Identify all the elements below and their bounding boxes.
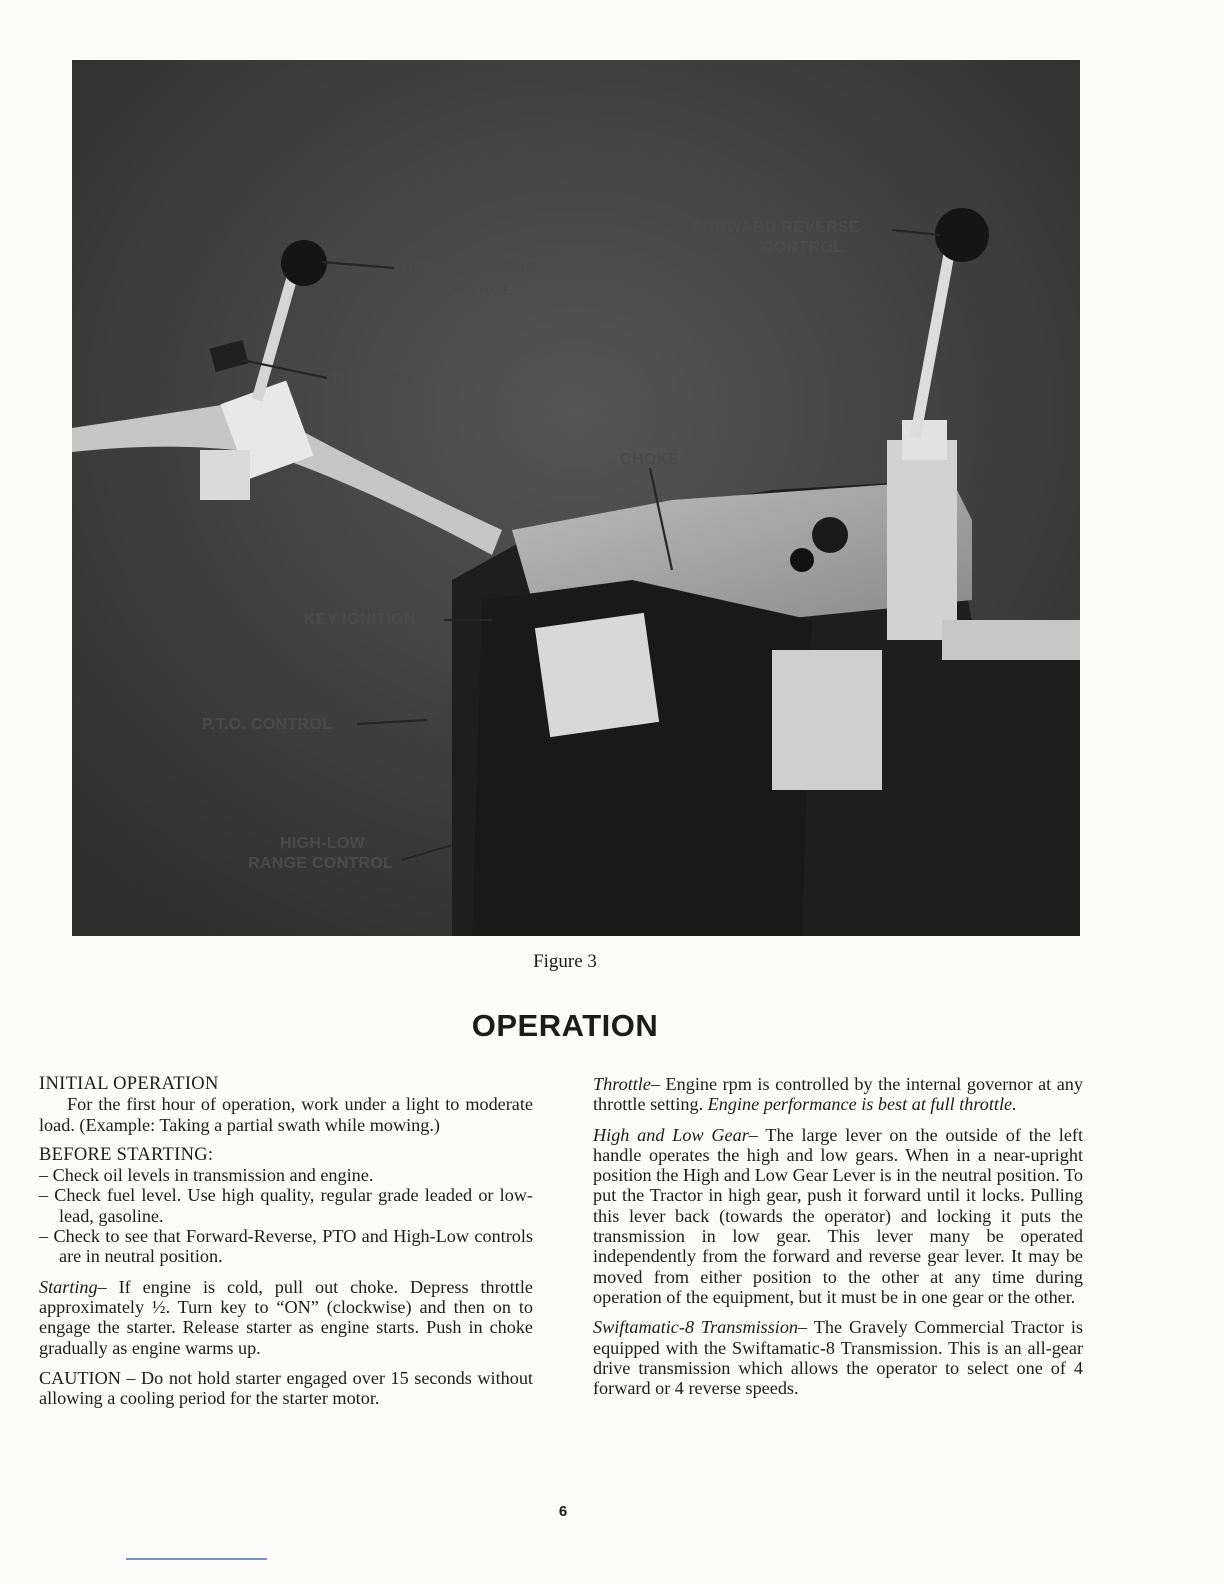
throttle-term: Throttle (593, 1074, 651, 1094)
high-low-gear-control-label: HIGH LOW GEAR (402, 260, 539, 277)
swiftamatic-text: – The Gravely Commercial Tractor is equipped with the Swiftamatic-8 Transmission. This is an all-gear drive transmission which allows the operator to select one of 4 forward or 4 reverse speeds. (593, 1317, 1083, 1399)
bottom-rule (126, 1558, 267, 1560)
throttle-emphasis: Engine performance is best at full throttle. (707, 1094, 1017, 1115)
left-column (39, 1074, 533, 1408)
starting-text: – If engine is cold, pull out choke. Depress throttle approximately ½. Turn key to “ON” (clockwise) and then on to engage the starter. Release starter as engine starts. Push in choke gradually as engine warms up. (39, 1276, 533, 1358)
figure-3-photo (72, 60, 1080, 936)
throttle-paragraph (593, 1074, 1083, 1115)
section-title: OPERATION (471, 1008, 659, 1043)
gear-term: High and Low Gear (593, 1124, 749, 1145)
before-starting-heading: BEFORE STARTING: (39, 1144, 214, 1165)
high-low-range-control-label-2: RANGE CONTROL (248, 855, 394, 872)
swiftamatic-paragraph (593, 1317, 1083, 1398)
throttle-text: – Engine rpm is controlled by the internal governor at any throttle setting. (593, 1074, 1083, 1115)
pto-control-label: P.T.O. CONTROL (202, 716, 333, 733)
initial-operation-heading: INITIAL OPERATION (39, 1074, 219, 1094)
tractor-controls-illustration (72, 60, 1080, 936)
high-low-gear-control-label-2: CONTROL (432, 282, 514, 299)
figure-caption: Figure 3 (533, 951, 597, 972)
right-column (593, 1074, 1083, 1398)
starting-term: Starting (39, 1276, 98, 1297)
forward-reverse-control-label-2: CONTROL (762, 239, 844, 256)
check-item: – Check oil levels in transmission and engine. (39, 1165, 374, 1186)
key-ignition-label: KEY IGNITION (304, 611, 416, 628)
choke-label: CHOKE (620, 451, 680, 468)
caution-paragraph: CAUTION – Do not hold starter engaged over 15 seconds without allowing a cooling period for the starter motor. (39, 1367, 533, 1409)
high-low-gear-paragraph (593, 1125, 1083, 1308)
swiftamatic-term: Swiftamatic-8 Transmission (593, 1317, 799, 1338)
initial-operation-text: For the first hour of operation, work under a light to moderate load. (Example: Taking a partial swath while mowing.) (39, 1094, 533, 1135)
throttle-label: THROTTLE (330, 371, 418, 388)
check-item: – Check fuel level. Use high quality, regular grade leaded or low-lead, gasoline. (39, 1185, 533, 1226)
starting-paragraph (39, 1277, 533, 1358)
check-item: – Check to see that Forward-Reverse, PTO and High-Low controls are in neutral position. (39, 1226, 533, 1267)
forward-reverse-control-label: FORWARD REVERSE (692, 219, 860, 236)
high-low-range-control-label: HIGH-LOW (280, 835, 366, 852)
gear-text: – The large lever on the outside of the left handle operates the high and low gears. When in a near-upright position the High and Low Gear Lever is in the neutral position. To put the Tractor in high gear, push it forward until it locks. Pulling this lever back (towards the operator) and locking it puts the transmission in low gear. This lever many be operated independently from the forward and reverse gear lever. It may be moved from either position to the other at any time during operation of the equipment, but it must be in one gear or the other. (593, 1124, 1083, 1307)
page-number: 6 (558, 1503, 568, 1520)
